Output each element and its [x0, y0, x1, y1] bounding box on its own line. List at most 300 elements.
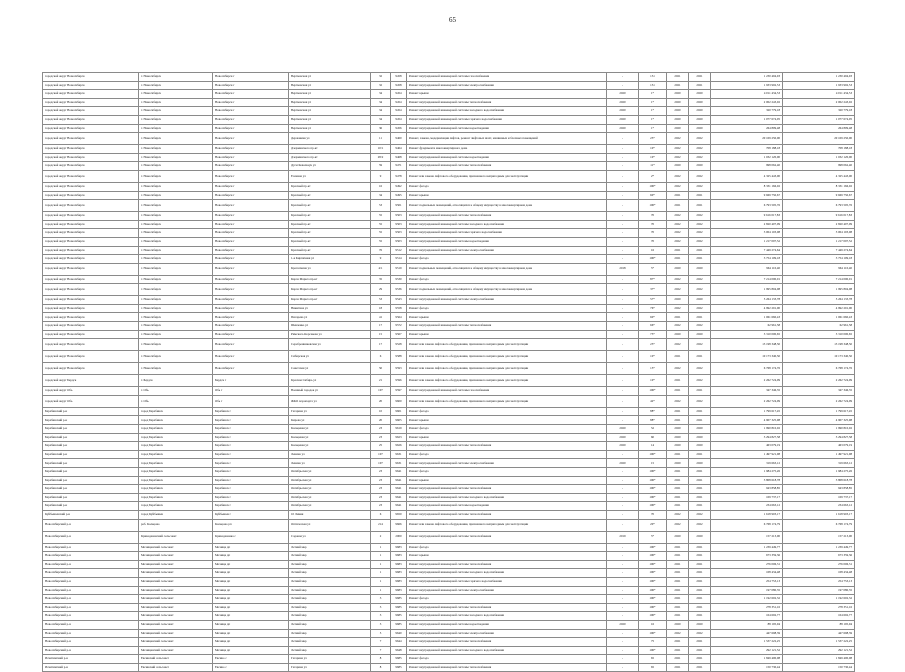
work-type-cell: Ремонт фасада [407, 407, 607, 416]
start-year-cell: 2020 [667, 90, 689, 99]
year-cell: - [607, 595, 639, 604]
settlement-cell: Мочищенский сельсовет [139, 629, 213, 638]
table-row [43, 162, 855, 171]
table-row [43, 577, 855, 586]
table-row [43, 476, 855, 485]
cost-cell: 1 032 120,00 [711, 153, 783, 162]
settlement-cell: г. Новосибирск [139, 229, 213, 238]
table-row [43, 519, 855, 531]
year-cell: - [607, 569, 639, 578]
settlement-cell: г. Новосибирск [139, 220, 213, 229]
end-year-cell: 2022 [689, 395, 711, 407]
street-cell: Красный пр-кт [289, 200, 371, 212]
house-number-cell: 10/1 [371, 145, 391, 154]
settlement-cell: г. Новосибирск [139, 73, 213, 82]
work-type-cell: Ремонт внутридомовой инженерной системы горячего водоснабжения [407, 577, 607, 586]
year-cell: - [607, 182, 639, 191]
district-cell: городской округ Новосибирск [43, 182, 139, 191]
year-cell: - [607, 339, 639, 351]
work-type-cell: Ремонт внутридомовой инженерной системы теплоснабжения [407, 531, 607, 543]
locality-cell: Барабинск г [213, 433, 289, 442]
locality-cell: Новосибирск г [213, 275, 289, 284]
house-number-cell: 29 [371, 284, 391, 296]
cost-cell: 9 669 750,67 [711, 191, 783, 200]
street-cell: Никитина ул [289, 304, 371, 313]
share-cell: 60* [639, 191, 667, 200]
start-year-cell: 2022 [667, 153, 689, 162]
building-code-cell: 9567 [391, 330, 407, 339]
street-cell: Красный пр-кт [289, 191, 371, 200]
settlement-cell: г. Новосибирск [139, 255, 213, 264]
end-year-cell: 2021 [689, 255, 711, 264]
total-cost-cell: 2 262 724,09 [783, 375, 855, 387]
end-year-cell: 2022 [689, 220, 711, 229]
building-code-cell: 9478 [391, 170, 407, 182]
house-number-cell: 1 [371, 586, 391, 595]
total-cost-cell: 4 011 434,53 [783, 90, 855, 99]
district-cell: Барабинский р-н [43, 459, 139, 468]
total-cost-cell: 1 192 602,32 [783, 595, 855, 604]
street-cell: Ленина ул [289, 459, 371, 468]
end-year-cell: 2021 [689, 502, 711, 511]
end-year-cell: 2021 [689, 612, 711, 621]
building-code-cell: 9685 [391, 595, 407, 604]
building-code-cell: 9593 [391, 363, 407, 375]
work-type-cell: Ремонт внутридомовой инженерной системы теплоснабжения [407, 560, 607, 569]
start-year-cell: 2021 [667, 543, 689, 552]
building-code-cell: 9519 [391, 263, 407, 275]
share-cell: 100* [639, 595, 667, 604]
cost-cell: 3 808 618,78 [711, 476, 783, 485]
total-cost-cell: 964 110,40 [783, 263, 855, 275]
cost-cell: 7 214 090,01 [711, 275, 783, 284]
settlement-cell: г. Новосибирск [139, 212, 213, 221]
street-cell: Державина ул [289, 133, 371, 145]
share-cell: 1* [639, 115, 667, 124]
start-year-cell: 2021 [667, 569, 689, 578]
settlement-cell: г. Новосибирск [139, 200, 213, 212]
building-code-cell: 9685 [391, 612, 407, 621]
total-cost-cell: 1 032 120,00 [783, 153, 855, 162]
table-row [43, 407, 855, 416]
settlement-cell: г. Новосибирск [139, 322, 213, 331]
street-cell: Красный пр-кт [289, 246, 371, 255]
end-year-cell: 2022 [689, 519, 711, 531]
cost-cell: 320 779,18 [711, 107, 783, 116]
settlement-cell: город Барабинск [139, 433, 213, 442]
building-code-cell: 9503 [391, 212, 407, 221]
building-code-cell: 9597 [391, 387, 407, 396]
share-cell: 1* [639, 90, 667, 99]
house-number-cell: 55 [371, 237, 391, 246]
building-code-cell: 9454 [391, 90, 407, 99]
share-cell: 42* [639, 395, 667, 407]
start-year-cell: 2020 [667, 98, 689, 107]
start-year-cell: 2022 [667, 339, 689, 351]
district-cell: городской округ Новосибирск [43, 263, 139, 275]
house-number-cell: 23 [371, 468, 391, 477]
work-type-cell: Ремонт внутридомовой инженерной системы теплоснабжения [407, 162, 607, 171]
locality-cell: Новосибирск г [213, 363, 289, 375]
building-code-cell: 9648 [391, 646, 407, 655]
end-year-cell: 2022 [689, 322, 711, 331]
year-cell: - [607, 586, 639, 595]
district-cell: городской округ Новосибирск [43, 351, 139, 363]
start-year-cell: 2021 [667, 646, 689, 655]
locality-cell: Барабинск г [213, 407, 289, 416]
end-year-cell: 2022 [689, 229, 711, 238]
house-number-cell: 25 [371, 442, 391, 451]
total-cost-cell: 1 239 449,77 [783, 543, 855, 552]
house-number-cell: 76 [371, 246, 391, 255]
street-cell: Кольцевая ул [289, 425, 371, 434]
cost-cell: 4 325 443,00 [711, 170, 783, 182]
district-cell: Новосибирский р-н [43, 629, 139, 638]
year-cell: - [607, 296, 639, 305]
district-cell: городской округ Новосибирск [43, 145, 139, 154]
share-cell: 100* [639, 543, 667, 552]
locality-cell: Мочище дп [213, 620, 289, 629]
locality-cell: Новосибирск г [213, 246, 289, 255]
district-cell: городской округ Новосибирск [43, 73, 139, 82]
house-number-cell: 3 [371, 603, 391, 612]
building-code-cell: 9641 [391, 485, 407, 494]
building-code-cell: 9683 [391, 577, 407, 586]
house-number-cell: 10 [371, 407, 391, 416]
street-cell: ЖКО Аэропорта ул [289, 395, 371, 407]
total-cost-cell: 278 351,16 [783, 603, 855, 612]
total-cost-cell: 8 331 166,02 [783, 182, 855, 191]
end-year-cell: 2021 [689, 493, 711, 502]
year-cell: - [607, 191, 639, 200]
cost-cell: 964 110,40 [711, 263, 783, 275]
work-type-cell: Ремонт внутридомовой инженерной системы теплоснабжения [407, 322, 607, 331]
locality-cell: Мочище дп [213, 595, 289, 604]
street-cell: Писарева ул [289, 313, 371, 322]
start-year-cell: 2021 [667, 595, 689, 604]
cost-cell: 943 858,85 [711, 485, 783, 494]
settlement-cell: Мочищенский сельсовет [139, 638, 213, 647]
total-cost-cell: 6 768 174,76 [783, 363, 855, 375]
end-year-cell: 2021 [689, 560, 711, 569]
street-cell: Летний мкр [289, 543, 371, 552]
building-code-cell: 9641 [391, 476, 407, 485]
year-cell: 2020 [607, 107, 639, 116]
start-year-cell: 2022 [667, 629, 689, 638]
end-year-cell: 2020 [689, 296, 711, 305]
start-year-cell: 2020 [667, 115, 689, 124]
end-year-cell: 2022 [689, 133, 711, 145]
table-row [43, 313, 855, 322]
table-row [43, 263, 855, 275]
building-code-cell: 9564 [391, 313, 407, 322]
table-row [43, 442, 855, 451]
work-type-cell: Ремонт или замена лифтового оборудования, признанного непригодным для эксплуатации [407, 519, 607, 531]
total-cost-cell: 708 188,18 [783, 145, 855, 154]
building-code-cell: 9558 [391, 304, 407, 313]
share-cell: 65 [639, 655, 667, 664]
start-year-cell: 2022 [667, 229, 689, 238]
district-cell: Барабинский р-н [43, 450, 139, 459]
district-cell: Новосибирский р-н [43, 595, 139, 604]
cost-cell: 347 346,35 [711, 387, 783, 396]
start-year-cell: 2022 [667, 182, 689, 191]
street-cell: Римского-Корсакова ул [289, 330, 371, 339]
end-year-cell: 2022 [689, 363, 711, 375]
start-year-cell: 2021 [667, 586, 689, 595]
district-cell: городской округ Новосибирск [43, 296, 139, 305]
cost-cell: 10 173 340,50 [711, 351, 783, 363]
table-row [43, 182, 855, 191]
work-type-cell: Ремонт или замена лифтового оборудования, признанного непригодным для эксплуатации [407, 395, 607, 407]
year-cell: 2018 [607, 263, 639, 275]
year-cell: - [607, 375, 639, 387]
year-cell: - [607, 407, 639, 416]
year-cell: - [607, 81, 639, 90]
house-number-cell: 20 [371, 416, 391, 425]
table-row [43, 629, 855, 638]
cost-cell: 6 793 505,76 [711, 200, 783, 212]
end-year-cell: 2020 [689, 162, 711, 171]
total-cost-cell: 463 079,19 [783, 442, 855, 451]
total-cost-cell: 62 961,58 [783, 322, 855, 331]
street-cell: Гагарина ул [289, 407, 371, 416]
share-cell: 70 [639, 229, 667, 238]
street-cell: Гагарина ул [289, 663, 371, 672]
table-row [43, 387, 855, 396]
settlement-cell: Мочищенский сельсовет [139, 603, 213, 612]
cost-cell: 1 849 400,08 [711, 655, 783, 664]
total-cost-cell: 20 109 250,00 [783, 133, 855, 145]
settlement-cell: г. Новосибирск [139, 304, 213, 313]
total-cost-cell: 943 858,85 [783, 485, 855, 494]
start-year-cell: 2021 [667, 502, 689, 511]
street-cell: Вертковская ул [289, 73, 371, 82]
locality-cell: Мочище дп [213, 646, 289, 655]
work-type-cell: Ремонт фасада [407, 182, 607, 191]
total-cost-cell: 3 754 109,18 [783, 255, 855, 264]
table-row [43, 586, 855, 595]
district-cell: Барабинский р-н [43, 493, 139, 502]
house-number-cell: 1 [371, 569, 391, 578]
start-year-cell: 2022 [667, 510, 689, 519]
table-row [43, 212, 855, 221]
street-cell: Вертковская ул [289, 124, 371, 133]
work-type-cell: Ремонт крыши [407, 416, 607, 425]
district-cell: городской округ Новосибирск [43, 284, 139, 296]
settlement-cell: Мочищенский сельсовет [139, 595, 213, 604]
end-year-cell: 2021 [689, 663, 711, 672]
year-cell: - [607, 363, 639, 375]
locality-cell: Мочище дп [213, 560, 289, 569]
total-cost-cell: 1 061 660,43 [783, 313, 855, 322]
table-row [43, 170, 855, 182]
street-cell: Ленина ул [289, 450, 371, 459]
start-year-cell: 2020 [667, 620, 689, 629]
street-cell: Карла Маркса пр-кт [289, 275, 371, 284]
street-cell: Гагарина ул [289, 655, 371, 664]
building-code-cell: 9631 [391, 450, 407, 459]
work-type-cell: Ремонт крыши [407, 476, 607, 485]
building-code-cell: 9572 [391, 322, 407, 331]
locality-cell: Новосибирск г [213, 115, 289, 124]
cost-cell: 1 984 275,26 [711, 468, 783, 477]
end-year-cell: 2022 [689, 375, 711, 387]
share-cell: 100* [639, 612, 667, 621]
table-row [43, 90, 855, 99]
settlement-cell: г. Новосибирск [139, 363, 213, 375]
locality-cell: Новосибирск г [213, 263, 289, 275]
cost-cell: 150 730,44 [711, 663, 783, 672]
house-number-cell: 32 [371, 73, 391, 82]
house-number-cell: 214 [371, 519, 391, 531]
work-type-cell: Ремонт внутридомовой инженерной системы холодного водоснабжения [407, 107, 607, 116]
cost-cell: 4 011 434,53 [711, 90, 783, 99]
work-type-cell: Ремонт фасада [407, 255, 607, 264]
work-type-cell: Ремонт внутридомовой инженерной системы электроснабжения [407, 586, 607, 595]
year-cell: 2020 [607, 459, 639, 468]
share-cell: 100* [639, 200, 667, 212]
share-cell: 76* [639, 304, 667, 313]
end-year-cell: 2022 [689, 182, 711, 191]
building-code-cell: 9683 [391, 560, 407, 569]
building-code-cell: 2000 [391, 531, 407, 543]
total-cost-cell: 4 907 325,98 [783, 416, 855, 425]
street-cell: Дзержинского пр-кт [289, 145, 371, 154]
building-code-cell: 9588 [391, 351, 407, 363]
table-row [43, 255, 855, 264]
total-cost-cell: 1 990 810,02 [783, 425, 855, 434]
building-code-cell: 9460 [391, 133, 407, 145]
total-cost-cell: 3 294 827,58 [783, 433, 855, 442]
street-cell: Вертковская ул [289, 107, 371, 116]
district-cell: Барабинский р-н [43, 433, 139, 442]
share-cell: 151 [639, 81, 667, 90]
district-cell: городской округ Новосибирск [43, 304, 139, 313]
house-number-cell: 7 [371, 646, 391, 655]
share-cell: 100* [639, 586, 667, 595]
street-cell: Шевченко ул [289, 322, 371, 331]
total-cost-cell: 3 808 618,78 [783, 476, 855, 485]
house-number-cell: 32 [371, 81, 391, 90]
share-cell: 88* [639, 416, 667, 425]
district-cell: Новосибирский р-н [43, 543, 139, 552]
year-cell: - [607, 638, 639, 647]
district-cell: городской округ Новосибирск [43, 115, 139, 124]
table-row [43, 133, 855, 145]
start-year-cell: 2021 [667, 313, 689, 322]
share-cell: 88* [639, 407, 667, 416]
table-row [43, 485, 855, 494]
table-row [43, 395, 855, 407]
building-code-cell: 9623 [391, 433, 407, 442]
building-code-cell: 9641 [391, 502, 407, 511]
house-number-cell: 15 [371, 330, 391, 339]
cost-cell: 62 961,58 [711, 322, 783, 331]
settlement-cell: Мочищенский сельсовет [139, 569, 213, 578]
district-cell: Барабинский р-н [43, 442, 139, 451]
house-number-cell: 34 [371, 90, 391, 99]
total-cost-cell: 5 264 133,78 [783, 296, 855, 305]
street-cell: Вертковская ул [289, 115, 371, 124]
locality-cell: Барабинск г [213, 493, 289, 502]
district-cell: Барабинский р-н [43, 416, 139, 425]
year-cell: - [607, 284, 639, 296]
house-number-cell: 3 [371, 620, 391, 629]
locality-cell: Новосибирск г [213, 212, 289, 221]
year-cell: - [607, 395, 639, 407]
start-year-cell: 2020 [667, 296, 689, 305]
share-cell: 57* [639, 296, 667, 305]
settlement-cell: город Барабинск [139, 493, 213, 502]
cost-cell: 998 062,40 [711, 162, 783, 171]
table-row [43, 569, 855, 578]
table-row [43, 191, 855, 200]
settlement-cell: г. Новосибирск [139, 90, 213, 99]
total-cost-cell: 3 310 000,65 [783, 330, 855, 339]
end-year-cell: 2022 [689, 153, 711, 162]
district-cell: городской округ Бердск [43, 375, 139, 387]
locality-cell: Барабинск г [213, 459, 289, 468]
street-cell: Кольцевая ул [289, 442, 371, 451]
table-row [43, 655, 855, 664]
repair-program-table [42, 72, 855, 672]
table-row [43, 560, 855, 569]
start-year-cell: 2021 [667, 351, 689, 363]
end-year-cell: 2021 [689, 638, 711, 647]
start-year-cell: 2021 [667, 663, 689, 672]
work-type-cell: Ремонт внутридомовой инженерной системы водоотведения [407, 620, 607, 629]
work-type-cell: Ремонт фасада [407, 275, 607, 284]
total-cost-cell: 998 062,40 [783, 162, 855, 171]
total-cost-cell: 673 359,36 [783, 552, 855, 561]
building-code-cell: 9454 [391, 98, 407, 107]
table-row [43, 459, 855, 468]
building-code-cell: 9605 [391, 416, 407, 425]
settlement-cell: г. Новосибирск [139, 107, 213, 116]
street-cell: Красный пр-кт [289, 182, 371, 191]
end-year-cell: 2020 [689, 115, 711, 124]
building-code-cell: 9514 [391, 255, 407, 264]
total-cost-cell: 6 793 505,76 [783, 200, 855, 212]
year-cell: - [607, 351, 639, 363]
end-year-cell: 2021 [689, 485, 711, 494]
start-year-cell: 2020 [667, 107, 689, 116]
locality-cell: Новосибирск г [213, 182, 289, 191]
end-year-cell: 2021 [689, 552, 711, 561]
settlement-cell: г. Обь [139, 387, 213, 396]
total-cost-cell: 1 799 617,45 [783, 407, 855, 416]
share-cell: 20* [639, 519, 667, 531]
total-cost-cell: 13 198 348,50 [783, 339, 855, 351]
cost-cell: 278 351,16 [711, 603, 783, 612]
settlement-cell: г. Новосибирск [139, 237, 213, 246]
table-row [43, 220, 855, 229]
share-cell: 11* [639, 162, 667, 171]
work-type-cell: Ремонт внутридомовой инженерной системы газоснабжения [407, 387, 607, 396]
start-year-cell: 2022 [667, 519, 689, 531]
table-row [43, 468, 855, 477]
cost-cell: 234 663,12 [711, 502, 783, 511]
cost-cell: 104 692,77 [711, 612, 783, 621]
year-cell: - [607, 646, 639, 655]
house-number-cell: 107 [371, 387, 391, 396]
street-cell: Летний мкр [289, 552, 371, 561]
share-cell: 100* [639, 552, 667, 561]
locality-cell: Новосибирск г [213, 153, 289, 162]
end-year-cell: 2020 [689, 263, 711, 275]
work-type-cell: Ремонт внутридомовой инженерной системы водоотведения [407, 124, 607, 133]
